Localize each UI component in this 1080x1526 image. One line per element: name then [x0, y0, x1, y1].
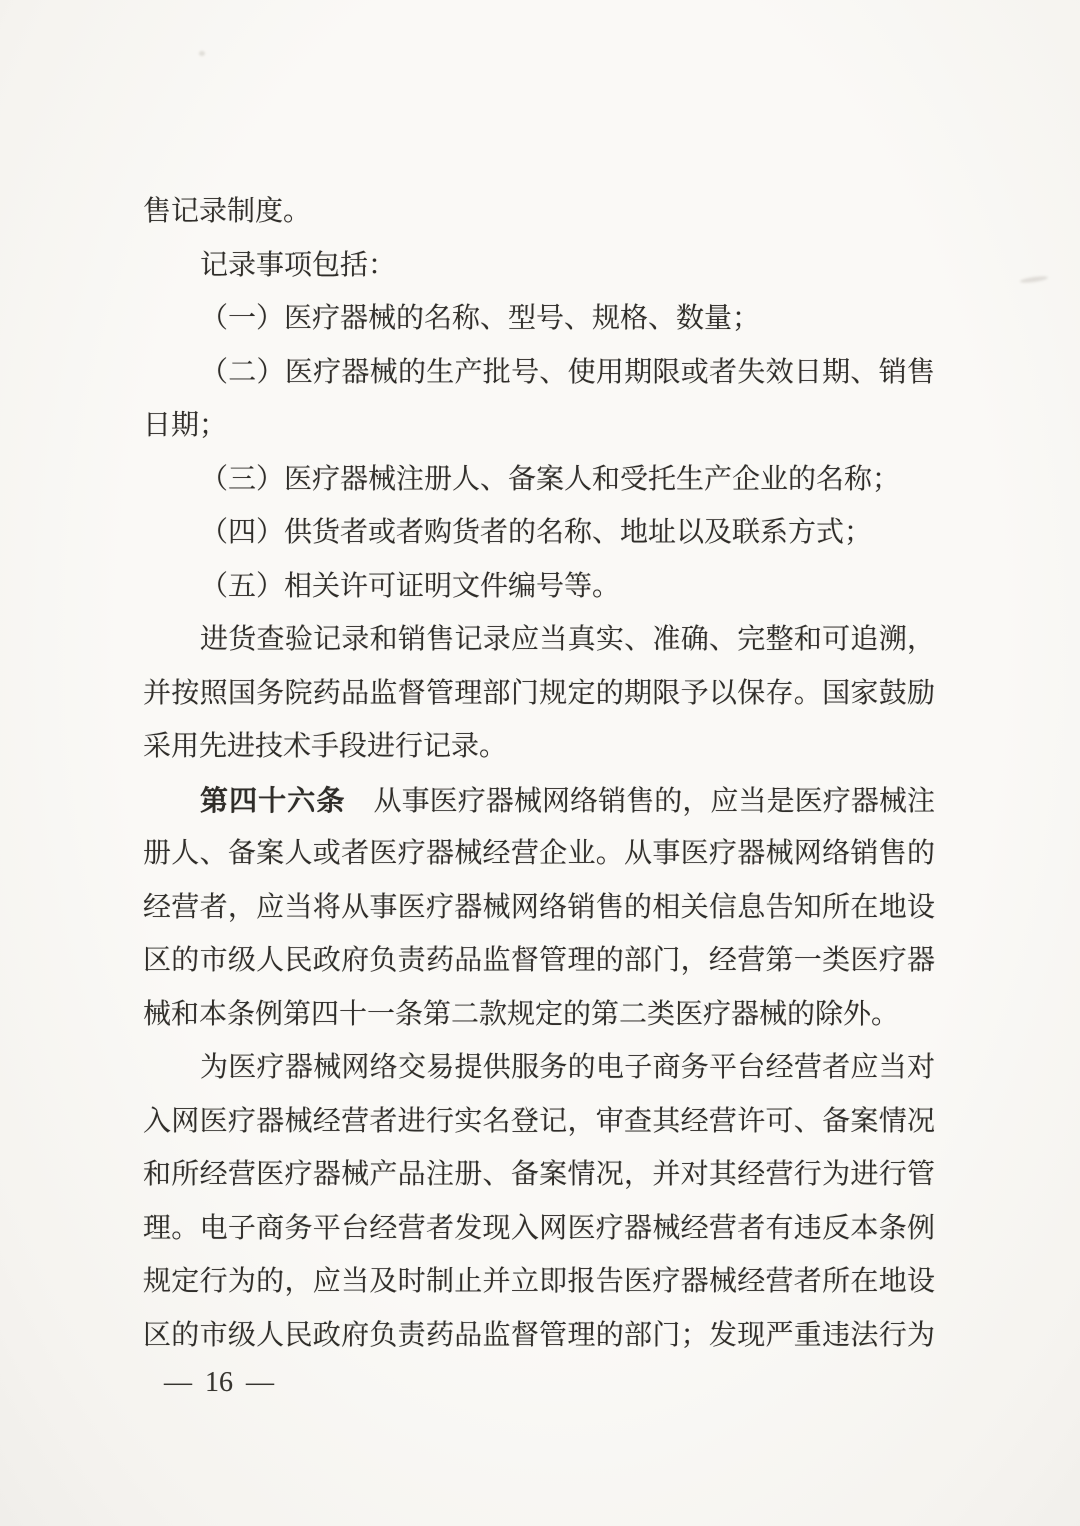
document-body: [143, 185, 935, 1362]
scan-speck: [1020, 275, 1048, 284]
footer-dash-right: —: [246, 1367, 274, 1398]
text-run: 采用先进技术手段进行记录。: [143, 731, 508, 762]
text-line: [143, 988, 935, 1042]
text-line: [143, 1255, 935, 1309]
text-line: [143, 560, 935, 614]
text-line: [143, 667, 935, 721]
text-line: [143, 1202, 935, 1256]
text-line: [143, 185, 935, 239]
text-line: [143, 613, 935, 667]
text-run: 区的市级人民政府负责药品监督管理的部门；发现严重违法行为: [143, 1319, 935, 1351]
text-run: 规定行为的，应当及时制止并立即报告医疗器械经营者所在地设: [143, 1266, 935, 1297]
text-run: 为医疗器械网络交易提供服务的电子商务平台经营者应当对: [200, 1052, 935, 1083]
text-line: [143, 506, 935, 560]
text-run: 并按照国务院药品监督管理部门规定的期限予以保存。国家鼓励: [143, 677, 935, 709]
text-line: [143, 827, 935, 881]
page-footer: [164, 1366, 274, 1400]
text-run: （二）医疗器械的生产批号、使用期限或者失效日期、销售: [200, 356, 935, 388]
scan-speck: [199, 51, 205, 56]
text-run: 进货查验记录和销售记录应当真实、准确、完整和可追溯，: [200, 624, 935, 655]
text-line: [143, 1041, 935, 1095]
text-run: 理。电子商务平台经营者发现入网医疗器械经营者有违反本条例: [143, 1212, 935, 1244]
text-run: 册人、备案人或者医疗器械经营企业。从事医疗器械网络销售的: [143, 838, 935, 869]
text-line: [143, 934, 935, 988]
page-number: 16: [205, 1367, 233, 1398]
text-run: 经营者，应当将从事医疗器械网络销售的相关信息告知所在地设: [143, 891, 935, 923]
text-run: （五）相关许可证明文件编号等。: [200, 570, 621, 602]
text-run: 从事医疗器械网络销售的，应当是医疗器械注: [345, 785, 935, 817]
text-line: [143, 881, 935, 935]
text-run: （三）医疗器械注册人、备案人和受托生产企业的名称；: [200, 463, 901, 495]
text-run: 入网医疗器械经营者进行实名登记，审查其经营许可、备案情况: [143, 1105, 935, 1137]
text-run: （四）供货者或者购货者的名称、地址以及联系方式；: [200, 517, 873, 548]
text-line: [143, 774, 935, 828]
text-line: [143, 453, 935, 507]
text-run: 区的市级人民政府负责药品监督管理的部门，经营第一类医疗器: [143, 945, 935, 976]
footer-dash-left: —: [164, 1367, 192, 1398]
text-line: [143, 1309, 935, 1363]
text-line: [143, 399, 935, 453]
text-run: 械和本条例第四十一条第二款规定的第二类医疗器械的除外。: [143, 998, 900, 1030]
text-line: [143, 292, 935, 346]
text-run: 记录事项包括：: [200, 249, 397, 281]
text-line: [143, 1148, 935, 1202]
article-number: 第四十六条: [200, 784, 346, 816]
text-line: [143, 346, 935, 400]
text-line: [143, 239, 935, 293]
text-run: （一）医疗器械的名称、型号、规格、数量；: [200, 303, 761, 334]
text-line: [143, 1095, 935, 1149]
text-line: [143, 720, 935, 774]
text-run: 和所经营医疗器械产品注册、备案情况，并对其经营行为进行管: [143, 1159, 935, 1190]
text-run: 售记录制度。: [143, 196, 312, 227]
text-run: 日期；: [143, 410, 228, 441]
